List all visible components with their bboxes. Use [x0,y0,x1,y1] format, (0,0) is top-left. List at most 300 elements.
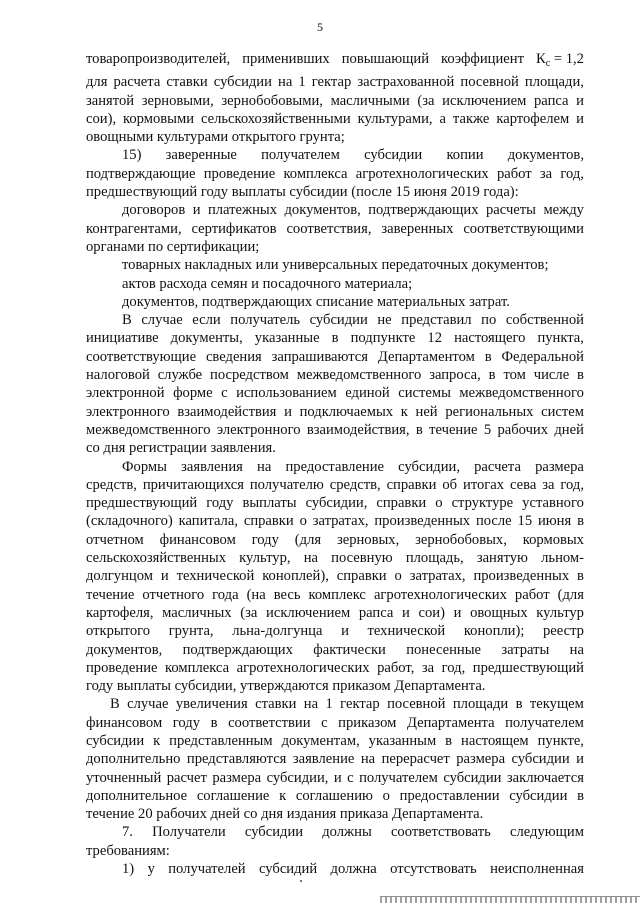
text-word: подпункте [350,330,416,347]
text-word: предоставление [285,458,385,475]
text-word: в [484,348,492,365]
text-line [86,531,584,549]
text-line [86,329,584,347]
text-line [86,750,584,768]
text-word: получателю [249,476,324,493]
text-word: культурами, [357,110,433,127]
text-line [86,458,584,476]
text-word: о [435,495,443,512]
text-word: рабочих [497,421,549,438]
text-line [86,823,584,841]
text-word: в [577,513,584,530]
text-word: площади, [524,74,584,91]
text-word: исключением [266,604,351,621]
text-word: и [284,403,292,420]
text-word: предшествующий [86,495,198,512]
text-word: (на [246,586,266,603]
text-word: региональных [445,403,534,420]
text-word: контрагентами, [86,220,182,237]
text-word: должны [322,824,372,841]
text-word: и [453,604,462,621]
text-word: гектар [311,74,352,91]
text-word: соответствующие [86,348,197,365]
text-word: перерасчет [381,751,450,768]
text-word: субсидии, [398,458,460,475]
text-word: субсидии [509,787,568,804]
text-word: после [475,513,512,530]
text-word: и [576,92,584,109]
text-word: за [421,659,435,676]
text-word: субсидии [443,769,502,786]
text-line [86,403,584,421]
text-line: со дня регистрации заявления. [86,440,276,457]
text-word: соглашение [196,787,270,804]
text-word: неисполненная [490,861,584,878]
text-word: между [543,202,584,219]
text-line [86,695,584,713]
text-word: запроса, [429,367,481,384]
text-word: льном- [541,550,584,567]
text-line [86,622,584,640]
text-line: органами по сертификации; [86,238,260,255]
text-word: проведение [86,659,158,676]
text-word: соответствовать [390,824,491,841]
text-word: грунта, [168,623,214,640]
document-body [86,50,584,878]
text-line [86,92,584,110]
page-number: 5 [317,20,323,34]
text-word: соответствия, [286,220,372,237]
text-word: средств, [329,476,381,493]
text-word: исключением [442,92,527,109]
text-word: в [515,696,523,713]
text-word: (складочного) [86,513,173,530]
text-word: подтверждающие [86,165,196,182]
text-word: произведенных [473,568,570,585]
text-line [86,311,584,329]
text-word: ней [415,403,438,420]
text-word: отчетном [86,531,144,548]
text-word: субсидии [309,312,368,329]
text-word: у [147,861,155,878]
text-word: о [382,787,390,804]
text-word: на [360,751,376,768]
text-line: актов расхода семян и посадочного материала; [122,275,413,292]
text-word: настоящем [461,732,529,749]
text-word: года [212,586,239,603]
text-word: заверенных [381,220,454,237]
text-word: товаропроизводителей, [86,51,231,67]
text-word: размера [535,458,584,475]
text-word: субсидии [86,732,145,749]
text-word: представил [401,312,472,329]
text-word: пункте, [537,732,584,749]
text-word: капитала, [178,513,238,530]
text-word: для [86,74,108,91]
text-word: получателей [168,861,246,878]
text-line [86,50,584,73]
text-word: размера [212,769,262,786]
text-word: копии [446,147,484,164]
text-word: субсидии [364,147,423,164]
text-word: зерновыми, [141,92,214,109]
text-word: проведение [203,165,276,182]
text-word: повышающий [341,51,430,67]
text-line [86,567,584,585]
text-word: в [445,732,453,749]
text-word: сои) [418,604,445,621]
text-word: справки [336,568,387,585]
text-word: указанные [254,330,320,347]
text-word: случае [127,696,169,713]
text-word: с [321,714,328,731]
text-word: занятую [476,550,528,567]
text-word: межведомственного [459,385,584,402]
text-word: реестр [543,623,584,640]
text-word: не [377,312,392,329]
text-line [86,494,584,512]
text-word: итогах [463,476,505,493]
text-word: субсидии [244,824,304,841]
text-word: заключается [506,769,584,786]
text-word: субсидии [511,751,570,768]
text-word: в [577,787,584,804]
text-word: подключаемых [299,403,394,420]
text-word: кормовыми [123,110,195,127]
text-word: 1 [298,74,306,91]
text-word: площади [452,696,509,713]
text-word: ставки [166,74,208,91]
text-word: (для [557,586,584,603]
text-word: структуре [451,495,514,512]
text-word: Департаментом [377,348,475,365]
text-word: посевную [331,550,393,567]
text-word: 5 [483,421,492,438]
text-line [86,732,584,750]
text-word: взаимодействия, [306,421,410,438]
text-word: затратах, [312,513,369,530]
text-word: сертификатов [191,220,277,237]
text-line [86,787,584,805]
text-word: посредством [210,367,289,384]
text-word: на [257,458,272,475]
text-word: электронного [86,403,170,420]
text-word: следующим [509,824,584,841]
text-word: а [439,110,446,127]
text-word: получателем [359,769,438,786]
text-fragment: = 1,2 [550,51,584,67]
text-word: год, [560,476,584,493]
text-word: если [192,312,221,329]
text-word: размера [456,751,506,768]
text-line [86,421,584,439]
text-word: дней [554,421,584,438]
text-word: представленным [169,732,273,749]
text-word: В [110,696,120,713]
text-word: об [442,476,458,493]
text-word: $К_с = 1,2$ [535,51,584,69]
text-word: справки [386,476,437,493]
text-word: увеличения [175,696,248,713]
text-word: посевной [387,696,446,713]
text-word: овощных [470,604,528,621]
text-line [86,73,584,91]
text-line [86,220,584,238]
text-word: работ [514,586,550,603]
text-word: сои), [86,110,117,127]
text-word: весь [273,586,301,603]
text-word: Федеральной [501,348,584,365]
text-line [86,348,584,366]
text-word: получателем [261,147,340,164]
text-word: приказом [338,714,397,731]
text-word: рапса [358,604,394,621]
text-word: подтверждающих [182,641,293,658]
text-word: фактически [313,641,386,658]
text-word: В [122,312,132,329]
text-word: отсутствовать [390,861,477,878]
text-word: электронного [216,421,301,438]
text-word: предшествующий [472,659,584,676]
text-word: агротехнологических [236,659,370,676]
text-line [86,201,584,219]
text-line: овощными культурами открытого грунта; [86,129,345,146]
text-word: выплаты [242,495,297,512]
text-word: Формы [122,458,167,475]
text-word: занятой [86,92,135,109]
text-word: использованием [236,385,337,402]
text-word: агротехнологических [355,165,489,182]
text-word: застрахованной [357,74,455,91]
text-word: справки [376,495,427,512]
text-word: на [569,641,584,658]
text-word: финансовом [159,531,236,548]
text-word: случае [141,312,183,329]
text-word: работ [496,165,532,182]
text-word: зерновых, [336,531,400,548]
text-word: соответствующими [463,220,584,237]
text-word: единой [345,385,390,402]
text-word: рапса [533,92,569,109]
text-word: за [539,165,553,182]
text-word: заверенные [165,147,237,164]
text-word: с [347,769,354,786]
text-word: должна [330,861,377,878]
text-line [86,586,584,604]
text-word: указанным [368,732,437,749]
text-word: и [576,751,584,768]
text-word: агротехнологических [373,586,507,603]
text-word: комплекс [308,586,366,603]
text-line [86,659,584,677]
text-word: к [400,403,408,420]
text-word: также [452,110,490,127]
text-word: течение [86,586,135,603]
text-word: культур, [239,550,291,567]
text-word: в [577,367,584,384]
text-word: сельскохозяйственных [86,550,227,567]
text-word: средств, [86,476,137,493]
text-line [86,769,584,787]
scan-speck [300,880,302,882]
text-word: настоящего [454,330,526,347]
text-word: финансовом [86,714,163,731]
text-line [86,110,584,128]
text-word: 1) [122,861,135,878]
text-word: 7. [122,824,133,841]
text-word: заявления [181,458,243,475]
text-word: и [576,110,584,127]
text-word: документы, [170,330,243,347]
text-line [86,549,584,567]
text-word: расчета [113,74,161,91]
text-word: (за [240,604,258,621]
text-word: работ, [377,659,415,676]
text-word: платежных [207,202,278,219]
text-word: 1 [325,696,333,713]
text-word: коноплей), [262,568,329,585]
text-word: расчеты [486,202,536,219]
text-word: к [153,732,161,749]
text-word: уточненный [86,769,162,786]
text-word: Департамента [406,714,495,731]
text-word: договоров [122,202,186,219]
text-word: предоставлении [399,787,500,804]
text-word: и [341,623,349,640]
text-line [86,641,584,659]
text-word: заявление [292,751,355,768]
text-line [86,604,584,622]
text-word: межведомственного [86,421,211,438]
text-word: текущем [529,696,584,713]
text-word: том [503,367,526,384]
text-word: дополнительное [86,787,188,804]
text-word: сведения [205,348,262,365]
text-word: посевной [460,74,519,91]
text-word: комплекса [165,659,230,676]
text-word: дополнительно [86,751,181,768]
text-word: электронной [86,385,165,402]
text-word: технической [367,623,446,640]
text-line [86,146,584,164]
text-word: зернобобовыми, [221,92,323,109]
text-word: межведомственного [296,367,422,384]
text-word: документам, [281,732,360,749]
text-word: (для [294,531,322,548]
text-line: документов, подтверждающих списание материальных затрат. [122,293,510,310]
text-word: масличными [330,92,410,109]
text-word: 15) [122,147,142,164]
text-word: справки [243,513,294,530]
text-word: службе [157,367,203,384]
text-word: ставки [255,696,297,713]
text-word: году [206,495,234,512]
text-word: представляются [186,751,287,768]
text-word: коэффициент [441,51,524,67]
text-word: форме [173,385,213,402]
text-word: соглашению [295,787,373,804]
text-word: год, [560,165,584,182]
text-line: течение 20 рабочих дней со дня издания приказа Департамента. [86,806,484,823]
text-word: культур [536,604,584,621]
text-word: взаимодействия [177,403,277,420]
text-word: субсидий [259,861,318,878]
text-word: собственной [505,312,584,329]
text-word: уставного [522,495,584,512]
text-line [86,384,584,402]
text-word: налоговой [86,367,150,384]
text-word: Получатели [152,824,226,841]
text-line: требованиям: [86,842,170,859]
text-line [86,714,584,732]
subscript: с [545,58,551,69]
text-line: году выплаты субсидии, утверждаются приказом Департамента. [86,678,486,695]
text-word: в [577,568,584,585]
text-word: в [488,367,496,384]
text-line [86,512,584,530]
text-word: комплекса [283,165,348,182]
text-word: открытого [86,623,151,640]
text-line: товарных накладных или универсальных передаточных документов; [122,257,549,274]
text-word: документов, [284,202,361,219]
text-word: затраты [501,641,550,658]
text-word: 12 [427,330,443,347]
text-word: о [299,513,307,530]
text-word: конопли); [463,623,525,640]
text-word: долгунцом [86,568,153,585]
text-line [86,366,584,384]
text-line [86,476,584,494]
text-word: масличных [162,604,232,621]
text-word: субсидии, [266,769,329,786]
text-word: применивших [242,51,330,67]
text-word: (за [417,92,435,109]
text-word: зернобобовых, [415,531,507,548]
text-word: гектар [340,696,380,713]
text-word: запрашиваются [271,348,368,365]
text-word: кормовых [522,531,584,548]
text-word: году [251,531,279,548]
text-word: о [394,568,402,585]
text-word: отчетного [142,586,205,603]
text-word: и [333,769,342,786]
text-word: затратах, [409,568,466,585]
text-word: документов, [507,147,584,164]
text-word: картофелем [496,110,570,127]
text-word: и [402,604,410,621]
text-word: субсидии [213,74,272,91]
text-word: инициативе [86,330,159,347]
text-word: пункта, [537,330,584,347]
text-word: на [303,696,319,713]
text-word: году [172,714,200,731]
text-word: сельскохозяйственными [200,110,351,127]
text-word: числе [533,367,570,384]
text-word: субсидии, [305,495,368,512]
text-word: в [415,421,423,438]
text-word: за [542,476,555,493]
text-line [86,165,584,183]
text-word: год, [441,659,466,676]
text-word: понесенные [406,641,481,658]
text-word: систем [541,403,584,420]
text-word: 15 [517,513,533,530]
text-word: площадь, [405,550,464,567]
text-word: на [278,74,293,91]
text-word: произведенных [374,513,471,530]
text-word: в [210,714,218,731]
text-word: картофеля, [86,604,154,621]
